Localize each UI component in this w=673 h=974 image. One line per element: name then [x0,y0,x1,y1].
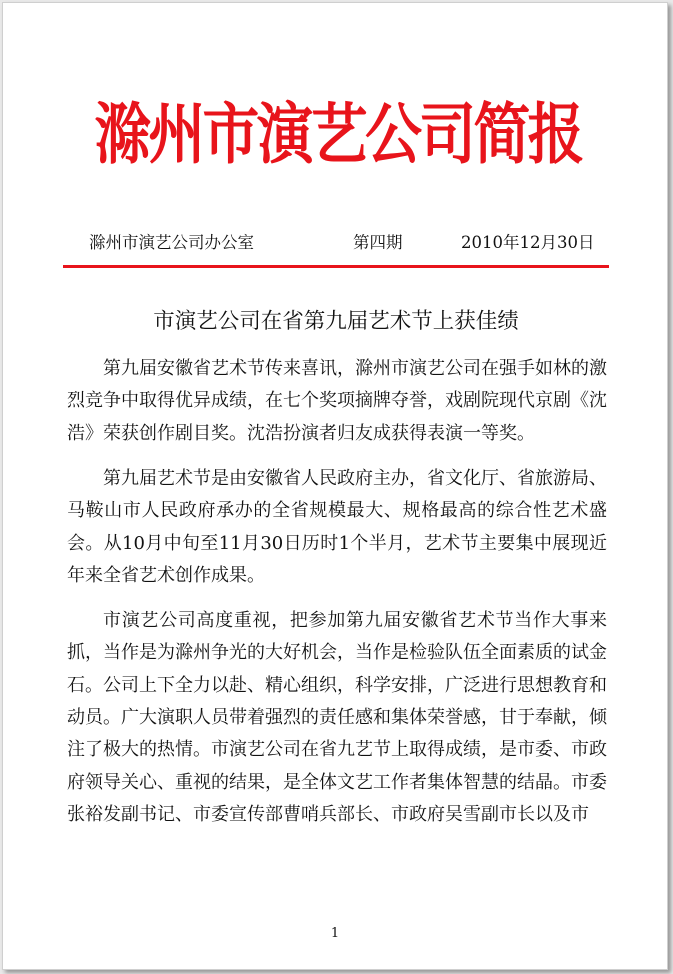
paragraph: 市演艺公司高度重视，把参加第九届安徽省艺术节当作大事来抓，当作是为滁州争光的大好机会，当作是检验队伍全面素质的试金石。公司上下全力以赴、精心组织，科学安排，广泛进行思想教育和动员。广大演职人员带着强烈的责任感和集体荣誉感，甘于奉献，倾注了极大的热情。市演艺公司在省九艺节上取得成绩，是市委、市政府领导关心、重视的结果，是全体文艺工作者集体智慧的结晶。市委张裕发副书记、市委宣传部曹哨兵部长、市政府吴雪副市长以及市 [67,609,607,826]
paragraph: 第九届安徽省艺术节传来喜讯，滁州市演艺公司在强手如林的激烈竞争中取得优异成绩，在七个奖项摘牌夺誉，戏剧院现代京剧《沈浩》荣获创作剧目奖。沈浩扮演者归友成获得表演一等奖。 [67,358,607,444]
issuing-office: 滁州市演艺公司办公室 [89,233,254,252]
issue-number: 第四期 [353,233,403,252]
article-body [67,353,607,844]
header-divider [63,265,609,268]
issue-date: 2010年12月30日 [461,233,595,252]
article-title: 市演艺公司在省第九届艺术节上获佳绩 [153,309,519,334]
page-number: 1 [330,926,340,941]
paragraph: 第九届艺术节是由安徽省人民政府主办，省文化厅、省旅游局、马鞍山市人民政府承办的全省规模最大、规格最高的综合性艺术盛会。从10月中旬至11月30日历时1个半月，艺术节主要集中展现近年来全省艺术创作成果。 [67,467,607,586]
masthead-title: 滁州市演艺公司简报 [94,96,582,173]
document-page [2,2,668,970]
